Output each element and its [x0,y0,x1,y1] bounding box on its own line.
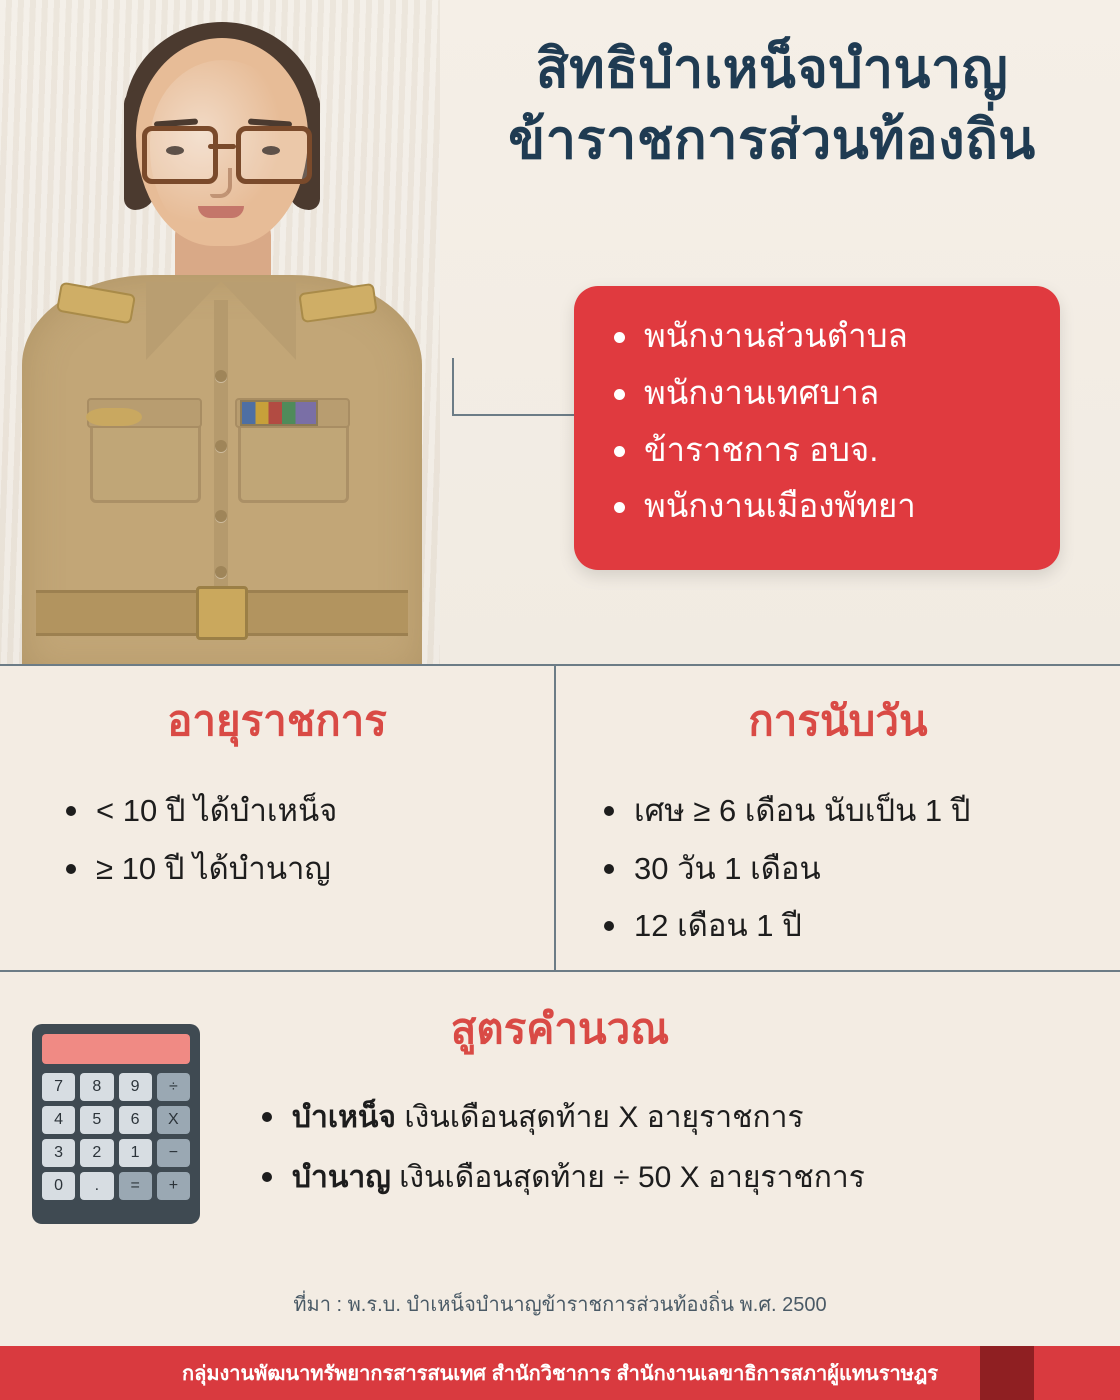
portrait-wing-insignia [86,408,142,426]
source-note: ที่มา : พ.ร.บ. บำเหน็จบำนาญข้าราชการส่วนท้องถิ่น พ.ศ. 2500 [293,1294,827,1316]
list-item [258,1088,1120,1148]
calculator-key: = [119,1172,152,1200]
list-item: เศษ ≥ 6 เดือน นับเป็น 1 ปี [600,782,1120,840]
calculator-key: 5 [80,1106,113,1134]
calculator-key: 3 [42,1139,75,1167]
connector-horizontal [452,414,580,416]
service-years-heading: อายุราชการ [167,697,387,744]
middle-section [0,666,1120,970]
calculator-key: 8 [80,1073,113,1101]
portrait-collar-right [222,282,296,360]
calculator-icon [32,1024,200,1224]
portrait-button [215,370,227,382]
title-line-2: ข้าราชการส่วนท้องถิ่น [508,110,1036,171]
formula-section [0,972,1120,1258]
calculator-key: − [157,1139,190,1167]
calculator-key: + [157,1172,190,1200]
list-item: 30 วัน 1 เดือน [600,840,1120,898]
formula-term: บำเหน็จ [292,1101,397,1134]
formula-term: บำนาญ [292,1161,391,1194]
calculator-key: 1 [119,1139,152,1167]
formula-heading: สูตรคำนวณ [450,1005,670,1052]
portrait-button [215,566,227,578]
glasses-icon [142,126,304,174]
list-item: < 10 ปี ได้บำเหน็จ [62,782,554,840]
title-line-1: สิทธิบำเหน็จบำนาญ [535,39,1009,99]
calculator-key: 9 [119,1073,152,1101]
glasses-lens-left [142,126,218,184]
formula-expression: เงินเดือนสุดท้าย ÷ 50 X อายุราชการ [390,1161,865,1194]
calculator-keypad [42,1073,190,1200]
formula-expression: เงินเดือนสุดท้าย X อายุราชการ [396,1101,804,1134]
list-item: ≥ 10 ปี ได้บำนาญ [62,840,554,898]
calculator-key: 7 [42,1073,75,1101]
footer-text: กลุ่มงานพัฒนาทรัพยากรสารสนเทศ สำนักวิชาการ สำนักงานเลขาธิการสภาผู้แทนราษฎร [181,1363,939,1385]
calculator-key: 6 [119,1106,152,1134]
day-counting-heading: การนับวัน [748,697,928,744]
portrait-button [215,510,227,522]
calculator-key: X [157,1106,190,1134]
connector-vertical [452,358,454,416]
footer-bar [0,1346,1120,1400]
covered-officials-list [600,308,1034,535]
list-item: พนักงานเทศบาล [600,365,1034,422]
top-section [0,0,1120,664]
covered-officials-card [574,286,1060,570]
day-counting-list [556,782,1120,955]
list-item: พนักงานเมืองพัทยา [600,478,1034,535]
list-item [258,1148,1120,1208]
calculator-key: 0 [42,1172,75,1200]
list-item: พนักงานส่วนตำบล [600,308,1034,365]
service-years-column [0,666,554,970]
glasses-bridge [208,144,236,149]
portrait-belt-buckle [196,586,248,640]
portrait-ribbon-bar [240,400,318,426]
divider-vertical [554,666,556,970]
calculator-key: 2 [80,1139,113,1167]
page-title [452,34,1092,177]
calculator-screen [42,1034,190,1064]
list-item: 12 เดือน 1 ปี [600,897,1120,955]
portrait-mouth [198,206,244,218]
portrait-nose [210,168,232,198]
portrait-button [215,440,227,452]
calculator-key: ÷ [157,1073,190,1101]
list-item: ข้าราชการ อบจ. [600,422,1034,479]
portrait-illustration [0,0,440,664]
day-counting-column [556,666,1120,970]
service-years-list [0,782,554,897]
glasses-lens-right [236,126,312,184]
portrait-collar-left [146,282,220,360]
footer-accent-block [980,1346,1034,1400]
calculator-key: . [80,1172,113,1200]
calculator-key: 4 [42,1106,75,1134]
portrait-placket [214,300,228,630]
